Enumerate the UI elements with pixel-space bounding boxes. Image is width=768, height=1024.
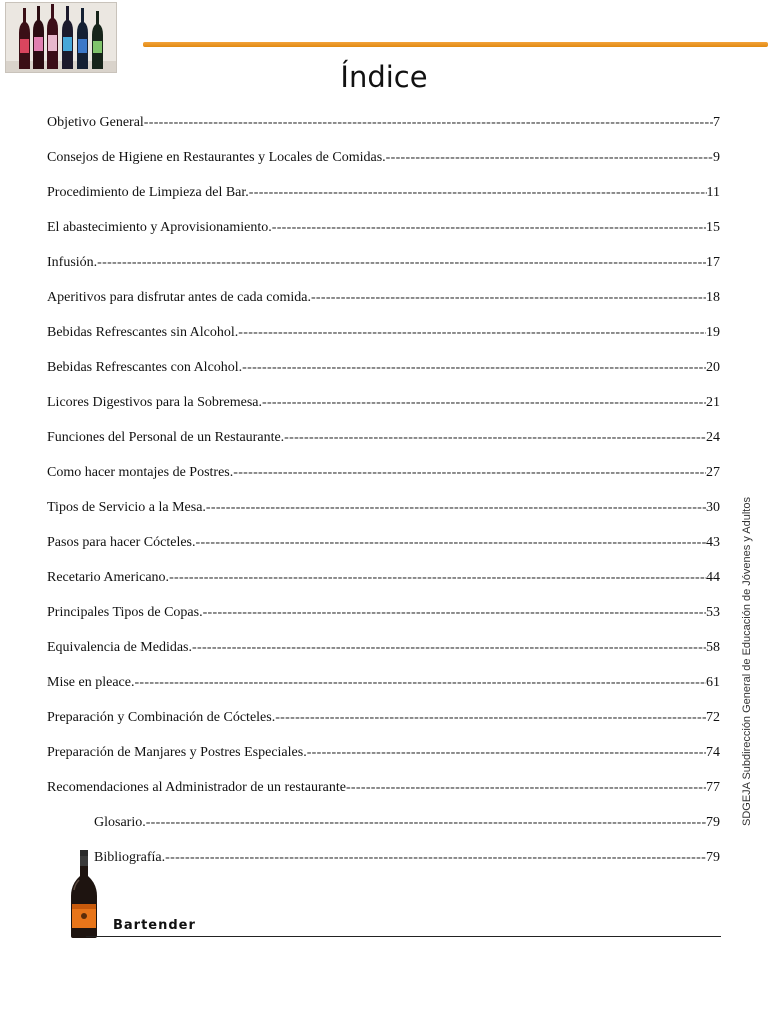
toc-entry-page: 61 bbox=[706, 675, 720, 690]
toc-leader bbox=[346, 778, 706, 798]
toc-entry-label: Pasos para hacer Cócteles. bbox=[47, 535, 196, 550]
toc-entry-label: Principales Tipos de Copas. bbox=[47, 605, 203, 620]
toc-entry-page: 74 bbox=[706, 745, 720, 760]
toc-leader bbox=[134, 673, 706, 693]
toc-entry-page: 15 bbox=[706, 220, 720, 235]
toc-leader bbox=[242, 358, 706, 378]
toc-leader bbox=[249, 183, 707, 203]
toc-entry[interactable] bbox=[47, 288, 720, 308]
toc-entry-page: 20 bbox=[706, 360, 720, 375]
toc-entry-label: Glosario. bbox=[94, 815, 146, 830]
wine-bottle-icon bbox=[69, 850, 99, 938]
toc-leader bbox=[165, 848, 706, 868]
toc-entry-label: Recomendaciones al Administrador de un restaurante bbox=[47, 780, 346, 795]
toc-leader bbox=[203, 603, 706, 623]
toc-leader bbox=[272, 218, 706, 238]
toc-entry-page: 9 bbox=[713, 150, 720, 165]
toc-entry[interactable] bbox=[47, 323, 720, 343]
toc-entry-page: 79 bbox=[706, 815, 720, 830]
toc-entry[interactable] bbox=[47, 428, 720, 448]
toc-entry[interactable] bbox=[47, 218, 720, 238]
toc-entry[interactable] bbox=[47, 673, 720, 693]
footer-label: Bartender bbox=[113, 918, 196, 933]
toc-entry[interactable] bbox=[47, 603, 720, 623]
toc-entry-label: Funciones del Personal de un Restaurante. bbox=[47, 430, 285, 445]
toc-leader bbox=[206, 498, 706, 518]
orange-header-rule bbox=[143, 42, 768, 47]
toc-entry-label: Mise en pleace. bbox=[47, 675, 135, 690]
toc-entry-page: 21 bbox=[706, 395, 720, 410]
toc-leader bbox=[262, 393, 706, 413]
toc-entry-label: Tipos de Servicio a la Mesa. bbox=[47, 500, 206, 515]
toc-entry-page: 17 bbox=[706, 255, 720, 270]
toc-entry[interactable] bbox=[47, 498, 720, 518]
toc-entry-label: Preparación de Manjares y Postres Especiales. bbox=[47, 745, 307, 760]
page-title: Índice bbox=[340, 60, 428, 94]
toc-entry[interactable] bbox=[47, 148, 720, 168]
toc-entry-label: Procedimiento de Limpieza del Bar. bbox=[47, 185, 249, 200]
toc-entry-page: 18 bbox=[706, 290, 720, 305]
toc-leader bbox=[144, 113, 713, 133]
toc-leader bbox=[311, 288, 706, 308]
toc-entry-page: 30 bbox=[706, 500, 720, 515]
footer-rule bbox=[86, 936, 721, 937]
toc-entry-page: 43 bbox=[706, 535, 720, 550]
toc-leader bbox=[238, 323, 706, 343]
toc-leader bbox=[307, 743, 706, 763]
toc-entry[interactable] bbox=[47, 778, 720, 798]
toc-entry-label: Recetario Americano. bbox=[47, 570, 170, 585]
toc-entry-page: 79 bbox=[706, 850, 720, 865]
toc-leader bbox=[146, 813, 706, 833]
toc-entry-label: El abastecimiento y Aprovisionamiento. bbox=[47, 220, 272, 235]
toc-entry-page: 53 bbox=[706, 605, 720, 620]
toc-entry[interactable] bbox=[47, 393, 720, 413]
toc-entry[interactable] bbox=[47, 463, 720, 483]
toc-entry-label: Infusión. bbox=[47, 255, 98, 270]
toc-entry[interactable] bbox=[47, 533, 720, 553]
toc-entry-label: Bebidas Refrescantes sin Alcohol. bbox=[47, 325, 239, 340]
toc-entry[interactable] bbox=[47, 568, 720, 588]
side-vertical-text: SDGEJA Subdirección General de Educación de Jóvenes y Adultos bbox=[741, 497, 753, 826]
toc-leader bbox=[275, 708, 706, 728]
toc-entry[interactable] bbox=[47, 708, 720, 728]
toc-entry-label: Aperitivos para disfrutar antes de cada comida. bbox=[47, 290, 311, 305]
toc-entry-label: Equivalencia de Medidas. bbox=[47, 640, 193, 655]
toc-entry-page: 24 bbox=[706, 430, 720, 445]
toc-entry-label: Bebidas Refrescantes con Alcohol. bbox=[47, 360, 243, 375]
toc-entry[interactable] bbox=[47, 253, 720, 273]
toc-entry[interactable] bbox=[47, 638, 720, 658]
toc-entry-label: Licores Digestivos para la Sobremesa. bbox=[47, 395, 262, 410]
toc-entry-label: Como hacer montajes de Postres. bbox=[47, 465, 234, 480]
toc-leader bbox=[386, 148, 713, 168]
toc-entry[interactable] bbox=[47, 743, 720, 763]
toc-entry-page: 11 bbox=[706, 185, 720, 200]
toc-entry-label: Consejos de Higiene en Restaurantes y Locales de Comidas. bbox=[47, 150, 386, 165]
toc-entry-page: 58 bbox=[706, 640, 720, 655]
toc-entry-page: 27 bbox=[706, 465, 720, 480]
toc-entry-page: 72 bbox=[706, 710, 720, 725]
toc-leader bbox=[169, 568, 706, 588]
toc-leader bbox=[284, 428, 706, 448]
toc-entry[interactable] bbox=[47, 358, 720, 378]
toc-entry-page: 44 bbox=[706, 570, 720, 585]
toc-entry[interactable] bbox=[47, 113, 720, 133]
toc-entry-page: 7 bbox=[713, 115, 720, 130]
toc-entry-page: 77 bbox=[706, 780, 720, 795]
toc-entry-glosario[interactable] bbox=[47, 813, 720, 833]
toc-entry-label: Bibliografía. bbox=[94, 850, 166, 865]
toc-entry-label: Preparación y Combinación de Cócteles. bbox=[47, 710, 276, 725]
toc-leader bbox=[233, 463, 706, 483]
toc-entry[interactable] bbox=[47, 183, 720, 203]
toc-leader bbox=[97, 253, 706, 273]
toc-leader bbox=[192, 638, 706, 658]
toc-entry-page: 19 bbox=[706, 325, 720, 340]
toc-entry-bibliografia[interactable] bbox=[47, 848, 720, 868]
toc-entry-label: Objetivo General bbox=[47, 115, 144, 130]
toc-leader bbox=[196, 533, 707, 553]
